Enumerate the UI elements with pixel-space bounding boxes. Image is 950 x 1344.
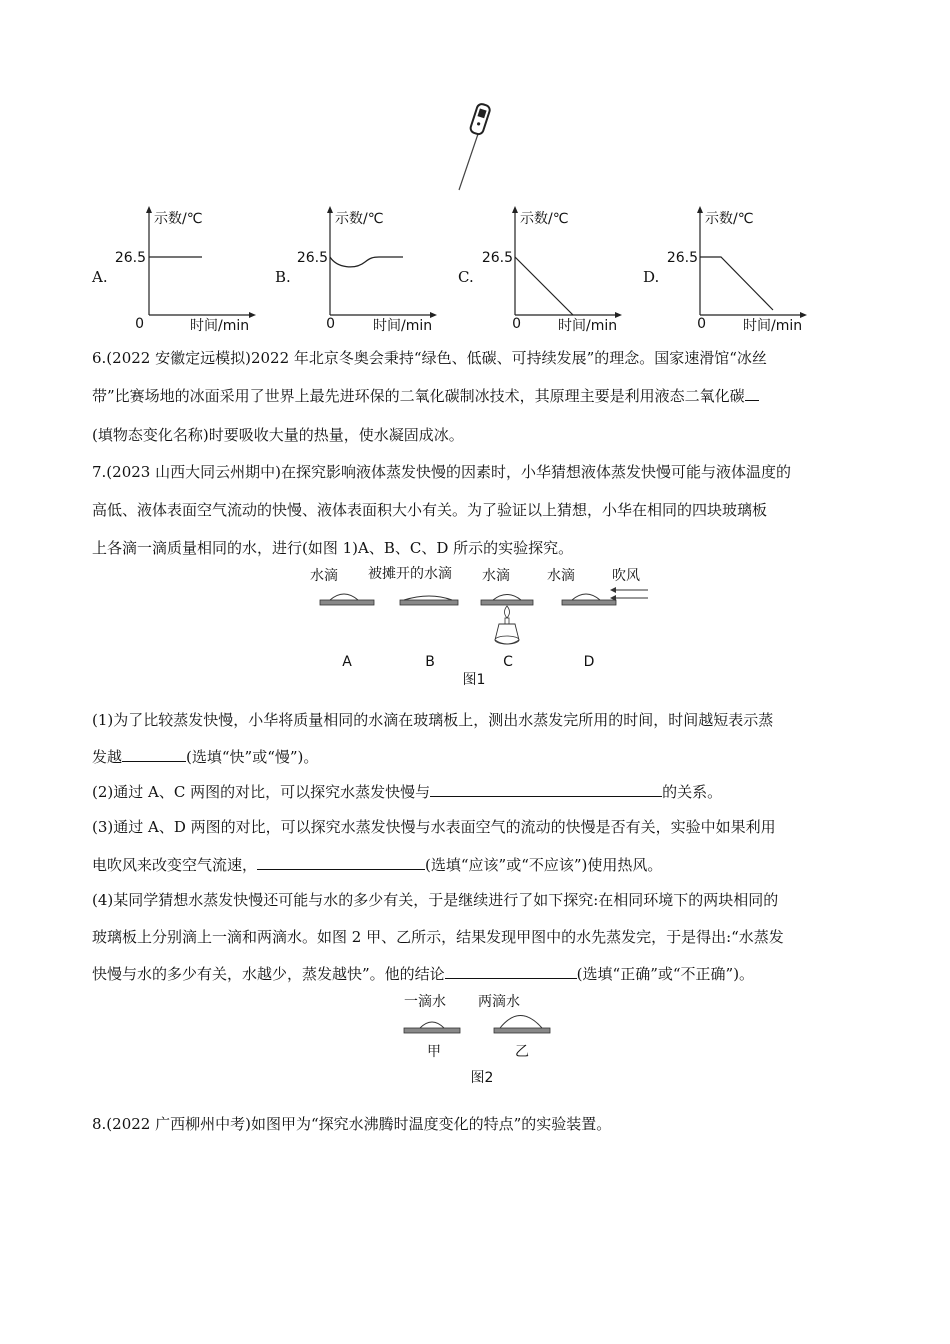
x-axis-label: 时间/min (373, 318, 433, 334)
q6-line-2 (92, 385, 759, 406)
q7-p1-pre: 发越 (92, 748, 123, 766)
q7-p4-line-1: (4)某同学猜想水蒸发快慢还可能与水的多少有关，于是继续进行了如下探究:在相同环境下的两块相同的 (92, 891, 779, 909)
answer-blank (122, 747, 186, 762)
figure-1 (300, 560, 660, 690)
answer-blank (445, 964, 577, 979)
fig2-sublabel-yi: 乙 (515, 1044, 529, 1060)
option-graph-d (643, 200, 823, 340)
origin-label: 0 (697, 316, 706, 332)
q7-p4-line-3 (92, 963, 754, 984)
y-axis-label: 示数/℃ (705, 211, 754, 227)
answer-blank (430, 782, 662, 797)
option-letter: A. (92, 268, 108, 286)
y-axis-label: 示数/℃ (520, 211, 569, 227)
y-axis-label: 示数/℃ (335, 211, 384, 227)
q7-p4-pre: 快慢与水的多少有关，水越少，蒸发越快”。他的结论 (92, 965, 445, 983)
q7-p1-line-1: (1)为了比较蒸发快慢，小华将质量相同的水滴在玻璃板上，测出水蒸发完所用的时间，时间越短表示蒸 (92, 711, 774, 729)
q8-line-1: 8.(2022 广西柳州中考)如图甲为“探究水沸腾时温度变化的特点”的实验装置。 (92, 1115, 612, 1133)
curve-b (330, 257, 403, 267)
option-graph-b (275, 200, 455, 340)
fig2-label-two-drops: 两滴水 (478, 994, 520, 1010)
option-letter: B. (275, 268, 291, 286)
origin-label: 0 (326, 316, 335, 332)
fig1-label-d: 水滴 (547, 568, 575, 584)
fig2-label-one-drop: 一滴水 (404, 994, 446, 1010)
q7-p3-pre: 电吹风来改变空气流速， (92, 856, 258, 874)
origin-label: 0 (512, 316, 521, 332)
q7-line-2: 高低、液体表面空气流动的快慢、液体表面积大小有关。为了验证以上猜想，小华在相同的四块玻璃板 (92, 501, 768, 519)
fig2-sublabel-jia: 甲 (427, 1044, 441, 1060)
x-axis-label: 时间/min (558, 318, 618, 334)
figure-2 (392, 988, 562, 1088)
fig2-caption: 图2 (470, 1070, 494, 1086)
fig1-caption: 图1 (462, 672, 486, 688)
tick-label: 26.5 (481, 250, 513, 266)
q6-line-3: (填物态变化名称)时要吸收大量的热量，使水凝固成冰。 (92, 426, 464, 444)
tick-label: 26.5 (114, 250, 146, 266)
q7-p3-post: (选填“应该”或“不应该”)使用热风。 (425, 856, 663, 874)
q7-p2-post: 的关系。 (662, 783, 723, 801)
q6-line-1: 6.(2022 安徽定远模拟)2022 年北京冬奥会秉持“绿色、低碳、可持续发展”的理念。国家速滑馆“冰丝 (92, 349, 767, 367)
fig1-label-c: 水滴 (482, 568, 510, 584)
tick-label: 26.5 (296, 250, 328, 266)
origin-label: 0 (135, 316, 144, 332)
q7-p3-line-1: (3)通过 A、D 两图的对比，可以探究水蒸发快慢与水表面空气的流动的快慢是否有关，实验中如果利用 (92, 818, 776, 836)
fig1-letter-d: D (583, 654, 595, 670)
answer-blank (745, 386, 759, 401)
option-graph-a (92, 200, 272, 340)
q7-line-1: 7.(2023 山西大同云州期中)在探究影响液体蒸发快慢的因素时，小华猜想液体蒸发快慢可能与液体温度的 (92, 463, 791, 481)
tick-label: 26.5 (666, 250, 698, 266)
q7-p4-line-2: 玻璃板上分别滴上一滴和两滴水。如图 2 甲、乙所示，结果发现甲图中的水先蒸发完，于是得出:“水蒸发 (92, 928, 784, 946)
option-graph-c (458, 200, 638, 340)
q7-p3-line-2 (92, 854, 662, 875)
option-letter: C. (458, 268, 474, 286)
option-letter: D. (643, 268, 660, 286)
x-axis-label: 时间/min (190, 318, 250, 334)
thermometer-image (450, 100, 500, 195)
fig1-label-b: 被摊开的水滴 (368, 566, 452, 582)
answer-blank (257, 855, 425, 870)
q7-p2-line (92, 781, 722, 802)
fig1-label-wind: 吹风 (612, 568, 640, 584)
fig1-letter-a: A (342, 654, 352, 670)
fig1-label-a: 水滴 (310, 568, 338, 584)
fig1-letter-c: C (503, 654, 513, 670)
q7-line-3: 上各滴一滴质量相同的水，进行(如图 1)A、B、C、D 所示的实验探究。 (92, 539, 574, 557)
q7-p2-pre: (2)通过 A、C 两图的对比，可以探究水蒸发快慢与 (92, 783, 431, 801)
q7-p4-post: (选填“正确”或“不正确”)。 (576, 965, 755, 983)
curve-c (515, 257, 573, 315)
x-axis-label: 时间/min (743, 318, 803, 334)
fig1-letter-b: B (425, 654, 435, 670)
y-axis-label: 示数/℃ (154, 211, 203, 227)
curve-d (700, 257, 773, 310)
q6-line-2-text: 带”比赛场地的冰面采用了世界上最先进环保的二氧化碳制冰技术，其原理主要是利用液态二氧化碳 (92, 387, 745, 405)
q7-p1-post: (选填“快”或“慢”)。 (186, 748, 319, 766)
q7-p1-line-2 (92, 746, 318, 767)
